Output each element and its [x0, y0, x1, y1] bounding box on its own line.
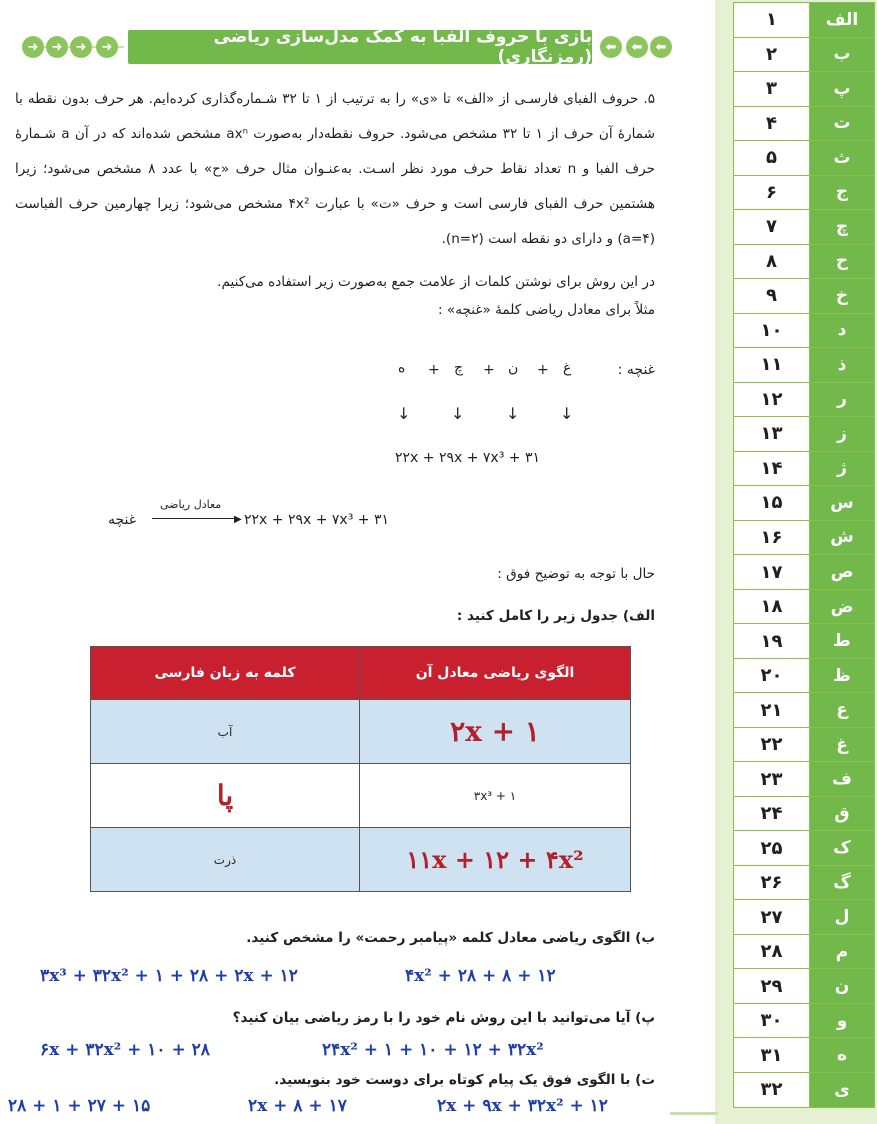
answer-b-2: ۱۲ + ۸ + ۲۸ + ۴x²: [405, 966, 556, 986]
example-letter: غ: [563, 360, 572, 376]
alphabet-number: ۱: [734, 3, 810, 38]
chevron-right-icon: ➜: [22, 36, 44, 58]
alphabet-letter: ط: [810, 624, 875, 659]
alphabet-letter: خ: [810, 279, 875, 314]
plus-sign: +: [537, 362, 549, 378]
answer-p-2: ۲۴x² + ۱ + ۱۰ + ۱۲ + ۳۲x²: [322, 1040, 544, 1060]
example-terms: ۲۲x + ۲۹x + ۷x³ + ۳۱: [395, 450, 540, 466]
alphabet-letter: ض: [810, 589, 875, 624]
example-map-word: غنچه: [108, 512, 137, 528]
alphabet-number: ۴: [734, 106, 810, 141]
table-row: [91, 828, 631, 892]
alphabet-letter: ی: [810, 1072, 875, 1107]
instruction-text: حال با توجه به توضیح فوق :: [497, 566, 655, 582]
plus-sign: +: [428, 362, 440, 378]
alphabet-number: ۲۳: [734, 762, 810, 797]
part-a-prompt: الف) جدول زیر را کامل کنید :: [456, 608, 655, 624]
down-arrow-icon: ↓: [451, 404, 465, 423]
alphabet-row: [734, 244, 875, 279]
alphabet-row: [734, 451, 875, 486]
alphabet-row: [734, 969, 875, 1004]
alphabet-row: [734, 486, 875, 521]
alphabet-letter: ر: [810, 382, 875, 417]
alphabet-row: [734, 934, 875, 969]
alphabet-number: ۵: [734, 141, 810, 176]
alphabet-number: ۹: [734, 279, 810, 314]
alphabet-row: [734, 348, 875, 383]
answer-t-1: ۱۵ + ۲۷ + ۱ + ۲۸: [8, 1096, 151, 1116]
alphabet-row: [734, 900, 875, 935]
alphabet-number: ۲۰: [734, 658, 810, 693]
alphabet-table: [733, 2, 875, 1108]
alphabet-number: ۱۱: [734, 348, 810, 383]
exercise-table: [90, 646, 631, 892]
mapping-arrow-head-icon: ▶: [234, 514, 242, 525]
alphabet-row: [734, 796, 875, 831]
alphabet-number: ۱۳: [734, 417, 810, 452]
pattern-answer: ۱۱x + ۱۲ + ۴x²: [360, 828, 631, 892]
chevron-right-icon: ➜: [70, 36, 92, 58]
alphabet-number: ۱۰: [734, 313, 810, 348]
word-cell: آب: [91, 700, 360, 764]
alphabet-letter: ک: [810, 831, 875, 866]
alphabet-row: [734, 762, 875, 797]
chevron-left-icon: ⬅: [600, 36, 622, 58]
alphabet-row: [734, 210, 875, 245]
plus-sign: +: [483, 362, 495, 378]
example-letter: ه: [398, 360, 406, 376]
alphabet-number: ۲۱: [734, 693, 810, 728]
alphabet-number: ۱۶: [734, 520, 810, 555]
alphabet-row: [734, 589, 875, 624]
alphabet-number: ۲۴: [734, 796, 810, 831]
pattern-cell: ۳x³ + ۱: [360, 764, 631, 828]
alphabet-row: [734, 693, 875, 728]
alphabet-row: [734, 106, 875, 141]
word-cell: ذرت: [91, 828, 360, 892]
footer-divider: [670, 1112, 718, 1115]
alphabet-letter: الف: [810, 3, 875, 38]
alphabet-row: [734, 313, 875, 348]
example-intro: مثلاً برای معادل ریاضی کلمهٔ «غنچه» :: [437, 302, 655, 318]
alphabet-row: [734, 175, 875, 210]
alphabet-number: ۲: [734, 37, 810, 72]
alphabet-letter: ژ: [810, 451, 875, 486]
alphabet-number: ۶: [734, 175, 810, 210]
alphabet-number: ۱۲: [734, 382, 810, 417]
alphabet-number: ۱۵: [734, 486, 810, 521]
question-b: ب) الگوی ریاضی معادل کلمه «پیامبر رحمت» را مشخص کنید.: [246, 930, 655, 946]
table-row: [91, 764, 631, 828]
alphabet-letter: ل: [810, 900, 875, 935]
alphabet-row: [734, 658, 875, 693]
alphabet-letter: ع: [810, 693, 875, 728]
method-sentence: در این روش برای نوشتن کلمات از علامت جمع به‌صورت زیر استفاده می‌کنیم.: [217, 274, 655, 290]
alphabet-letter: ه: [810, 1038, 875, 1073]
alphabet-number: ۷: [734, 210, 810, 245]
alphabet-number: ۱۷: [734, 555, 810, 590]
alphabet-number: ۲۷: [734, 900, 810, 935]
alphabet-letter: غ: [810, 727, 875, 762]
word-answer: پا: [91, 764, 360, 828]
alphabet-number: ۲۲: [734, 727, 810, 762]
alphabet-row: [734, 865, 875, 900]
alphabet-number: ۱۹: [734, 624, 810, 659]
alphabet-letter: ص: [810, 555, 875, 590]
alphabet-row: [734, 72, 875, 107]
example-map-expression: ۲۲x + ۲۹x + ۷x³ + ۳۱: [244, 512, 389, 528]
column-header-pattern: الگوی ریاضی معادل آن: [360, 647, 631, 700]
alphabet-row: [734, 555, 875, 590]
chevron-right-icon: ➜: [46, 36, 68, 58]
alphabet-row: [734, 279, 875, 314]
alphabet-row: [734, 37, 875, 72]
alphabet-row: [734, 831, 875, 866]
question-t: ت) با الگوی فوق یک پیام کوتاه برای دوست خود بنویسید.: [274, 1072, 655, 1088]
alphabet-letter: م: [810, 934, 875, 969]
alphabet-letter: س: [810, 486, 875, 521]
chevron-left-icon: ⬅: [650, 36, 672, 58]
mapping-caption: معادل ریاضی: [160, 498, 222, 511]
alphabet-letter: ظ: [810, 658, 875, 693]
alphabet-letter: ش: [810, 520, 875, 555]
example-word-label: غنچه :: [617, 362, 655, 378]
answer-b-1: ۳x³ + ۳۲x² + ۱ + ۲۸ + ۲x + ۱۲: [40, 966, 298, 986]
alphabet-number: ۱۴: [734, 451, 810, 486]
down-arrow-icon: ↓: [397, 404, 411, 423]
section-title: بازی با حروف الفبا به کمک مدل‌سازی ریاضی (رمزنگاری): [128, 30, 592, 64]
alphabet-row: [734, 141, 875, 176]
alphabet-number: ۸: [734, 244, 810, 279]
alphabet-row: [734, 624, 875, 659]
alphabet-number: ۲۶: [734, 865, 810, 900]
alphabet-number: ۳۰: [734, 1003, 810, 1038]
mapping-arrow-line: [152, 518, 238, 519]
alphabet-letter: ق: [810, 796, 875, 831]
alphabet-number: ۳۲: [734, 1072, 810, 1107]
alphabet-letter: ذ: [810, 348, 875, 383]
alphabet-letter: ز: [810, 417, 875, 452]
alphabet-number: ۳: [734, 72, 810, 107]
chevron-right-icon: ➜: [96, 36, 118, 58]
alphabet-letter: ج: [810, 175, 875, 210]
alphabet-letter: د: [810, 313, 875, 348]
alphabet-letter: ت: [810, 106, 875, 141]
alphabet-letter: پ: [810, 72, 875, 107]
answer-t-3: ۲x + ۹x + ۳۲x² + ۱۲: [437, 1096, 608, 1116]
alphabet-letter: ث: [810, 141, 875, 176]
alphabet-letter: چ: [810, 210, 875, 245]
alphabet-letter: و: [810, 1003, 875, 1038]
chevron-left-icon: ⬅: [626, 36, 648, 58]
question-p: پ) آیا می‌توانید با این روش نام خود را با رمز ریاضی بیان کنید؟: [232, 1010, 655, 1026]
alphabet-row: [734, 727, 875, 762]
alphabet-number: ۲۸: [734, 934, 810, 969]
example-letter: چ: [454, 360, 464, 376]
alphabet-number: ۲۵: [734, 831, 810, 866]
problem-statement: ۵. حروف الفبای فارسـی از «الف» تا «ی» را به ترتیب از ۱ تا ۳۲ شـماره‌گذاری کرده‌ایم. هر حرف بدون نقطه با شمارهٔ آن حرف از ۱ تا ۳۲ مشخص می‌شود. حروف نقطه‌دار به‌صورت axⁿ مشخص شده‌اند که در آن a شـمارهٔ حرف الفبا و n تعداد نقاط حرف مورد نظر اسـت. به‌عنـوان مثال حرف «ح» با عدد ۸ مشخص می‌شود؛ زیرا هشتمین حرف الفبای فارسی است و حرف «ت» با عبارت ۴x² مشخص می‌شود؛ زیرا چهارمین حرف الفباست (a=۴) و دارای دو نقطه است (n=۲).: [15, 91, 656, 247]
alphabet-letter: گ: [810, 865, 875, 900]
alphabet-letter: ح: [810, 244, 875, 279]
down-arrow-icon: ↓: [560, 404, 574, 423]
alphabet-row: [734, 1038, 875, 1073]
alphabet-row: [734, 382, 875, 417]
alphabet-letter: ب: [810, 37, 875, 72]
example-letter: ن: [508, 360, 519, 376]
answer-t-2: ۱۷ + ۲x + ۸: [248, 1096, 347, 1116]
alphabet-number: ۲۹: [734, 969, 810, 1004]
alphabet-letter: ن: [810, 969, 875, 1004]
alphabet-letter: ف: [810, 762, 875, 797]
pattern-answer: ۱ + ۲x: [360, 700, 631, 764]
alphabet-row: [734, 3, 875, 38]
alphabet-row: [734, 1072, 875, 1107]
alphabet-number: ۳۱: [734, 1038, 810, 1073]
alphabet-row: [734, 520, 875, 555]
answer-p-1: ۲۸ + ۶x + ۳۲x² + ۱۰: [40, 1040, 210, 1060]
alphabet-row: [734, 1003, 875, 1038]
down-arrow-icon: ↓: [506, 404, 520, 423]
table-row: [91, 700, 631, 764]
alphabet-number: ۱۸: [734, 589, 810, 624]
column-header-word: کلمه به زبان فارسی: [91, 647, 360, 700]
alphabet-row: [734, 417, 875, 452]
